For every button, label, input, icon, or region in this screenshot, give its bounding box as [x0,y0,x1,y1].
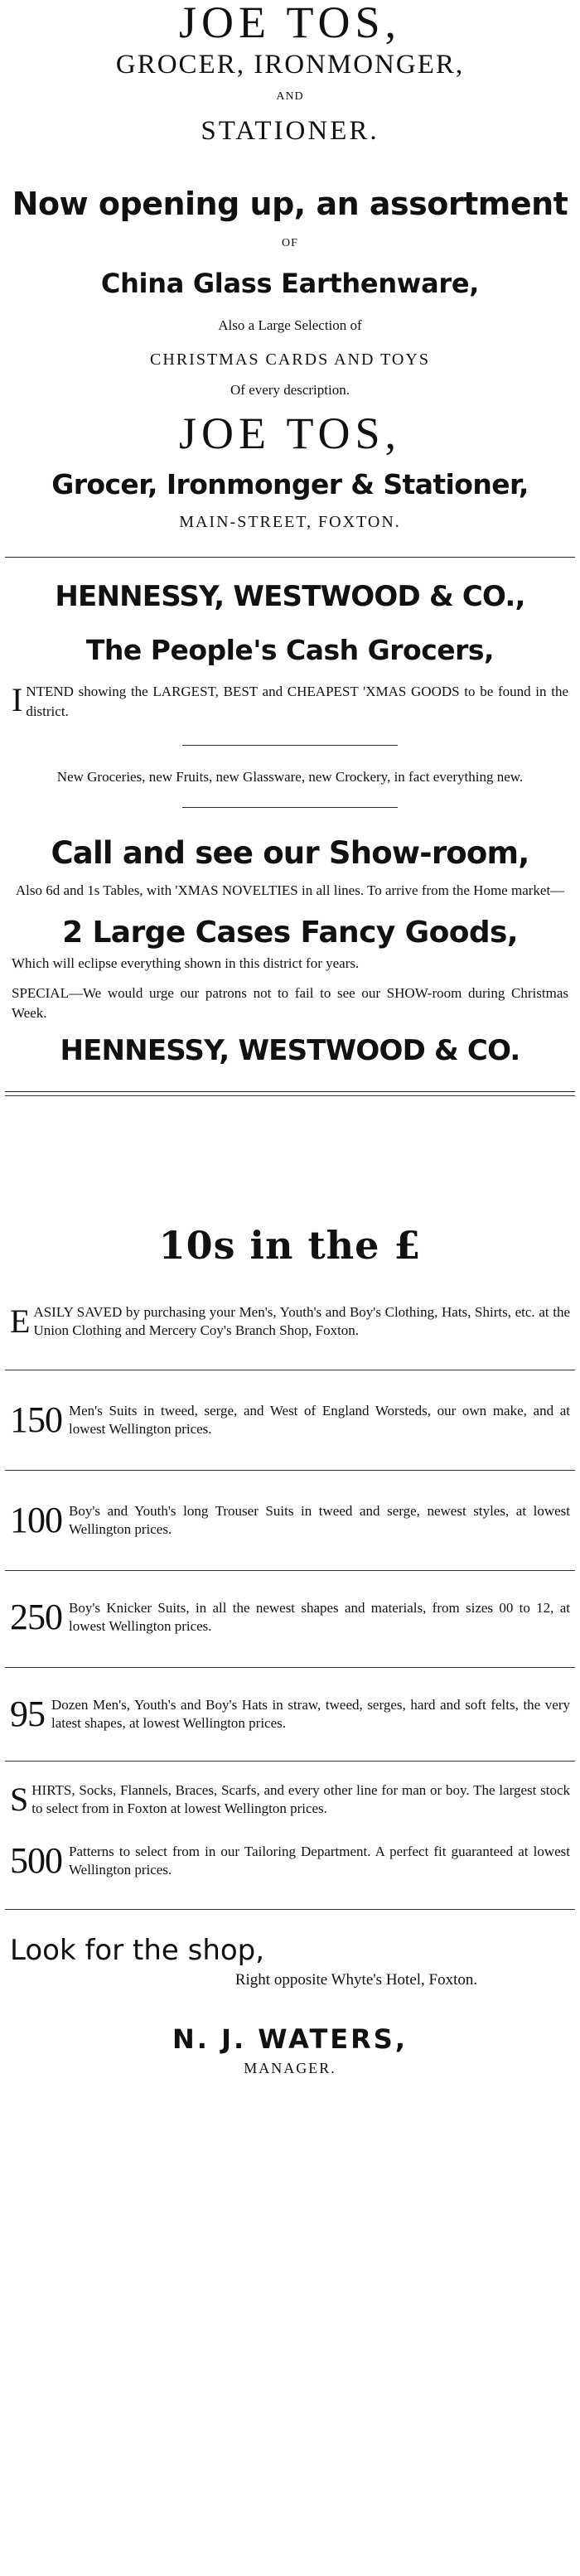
description-text: Of every description. [230,382,350,398]
peoples-grocers-heading: The People's Cash Grocers, [85,634,495,666]
proprietor-name: N. J. WATERS, [172,2023,408,2055]
waters-advertisement [0,1220,580,2079]
trades-bold-heading: Grocer, Ironmonger & Stationer, [51,468,529,500]
cases-headline: 2 Large Cases Fancy Goods, [62,916,518,950]
drop-cap: E [10,1302,31,1340]
short-divider [182,745,398,746]
divider [5,1667,575,1668]
intend-paragraph [0,682,580,722]
easily-saved-text: ASILY SAVED by purchasing your Men's, Youth's and Boy's Clothing, Hats, Shirts, etc. at the Union Clothing and Mercery Coy's Branch Shop, Foxton. [33,1304,570,1338]
joe-tos-heading: JOE TOS, [178,0,402,47]
china-headline: China Glass Earthenware, [100,268,480,299]
call-headline: Call and see our Show-room, [51,835,529,871]
divider [5,1470,575,1471]
joe-tos-heading-repeat: JOE TOS, [178,408,402,458]
address-text: MAIN-STREET, FOXTON. [179,513,401,531]
list-item [0,1696,580,1733]
item-text: Boy's and Youth's long Trouser Suits in tweed and serge, newest styles, at lowest Wellington prices. [69,1503,570,1537]
hennessy-footer-heading: HENNESSY, WESTWOOD & CO. [60,1034,520,1067]
manager-title: MANAGER. [244,2060,336,2076]
item-text: Patterns to select from in our Tailoring Department. A perfect fit guaranteed at lowest Wellington prices. [69,1844,570,1878]
item-number: 500 [10,1840,62,1881]
item-text: Boy's Knicker Suits, in all the newest shapes and materials, from sizes 00 to 12, at lowest Wellington prices. [69,1600,570,1634]
selection-text: Also a Large Selection of [218,317,362,333]
item-number: 250 [10,1597,62,1637]
intend-text: NTEND showing the LARGEST, BEST and CHEAPEST 'XMAS GOODS to be found in the district. [26,684,568,719]
list-item [0,1599,580,1636]
divider [5,557,575,558]
list-item [0,1502,580,1539]
divider [5,1095,575,1096]
trades-heading: GROCER, IRONMONGER, [115,50,465,80]
tables-text: Also 6d and 1s Tables, with 'XMAS NOVELTIES in all lines. To arrive from the Home market— [15,882,565,898]
item-number: 95 [10,1694,45,1734]
special-text: SPECIAL—We would urge our patrons not to fail to see our SHOW-room during Christmas Week. [12,985,568,1021]
short-divider [182,807,398,808]
list-item [0,1399,580,1440]
item-text: Dozen Men's, Youth's and Boy's Hats in straw, tweed, serges, hard and soft felts, the very latest shapes, at lowest Wellington prices. [51,1697,570,1731]
shop-location-text: Right opposite Whyte's Hotel, Foxton. [234,1971,478,1989]
divider [5,1091,575,1092]
eclipse-text: Which will eclipse everything shown in this district for years. [12,955,360,971]
shirts-paragraph [0,1781,580,1818]
joe-tos-advertisement [0,0,580,534]
stationer-heading: STATIONER. [201,116,379,146]
shirts-text: HIRTS, Socks, Flannels, Braces, Scarfs, and every other line for man or boy. The largest stock to select from in Foxton at lowest Wellington prices. [31,1782,570,1816]
of-text: OF [282,237,298,249]
new-goods-text: New Groceries, new Fruits, new Glassware, new Crockery, in fact everything new. [56,769,524,785]
item-number: 100 [10,1500,62,1540]
look-for-shop-heading: Look for the shop, [10,1934,265,1967]
drop-cap: S [10,1781,29,1818]
item-number: 150 [10,1399,62,1440]
easily-saved-paragraph [0,1303,580,1340]
opening-headline: Now opening up, an assortment [12,186,568,222]
drop-cap: I [12,681,23,718]
hennessy-advertisement [0,578,580,1070]
item-text: Men's Suits in tweed, serge, and West of England Worsteds, our own make, and at lowest Wellington prices. [69,1403,570,1437]
divider [5,1909,575,1910]
and-text: AND [276,90,304,103]
hennessy-heading: HENNESSY, WESTWOOD & CO., [55,580,525,613]
ten-shillings-headline: 10s in the £ [158,1223,422,1268]
divider [5,1570,575,1571]
divider [5,1761,575,1762]
christmas-cards-text: CHRISTMAS CARDS AND TOYS [150,350,430,369]
list-item [0,1840,580,1881]
